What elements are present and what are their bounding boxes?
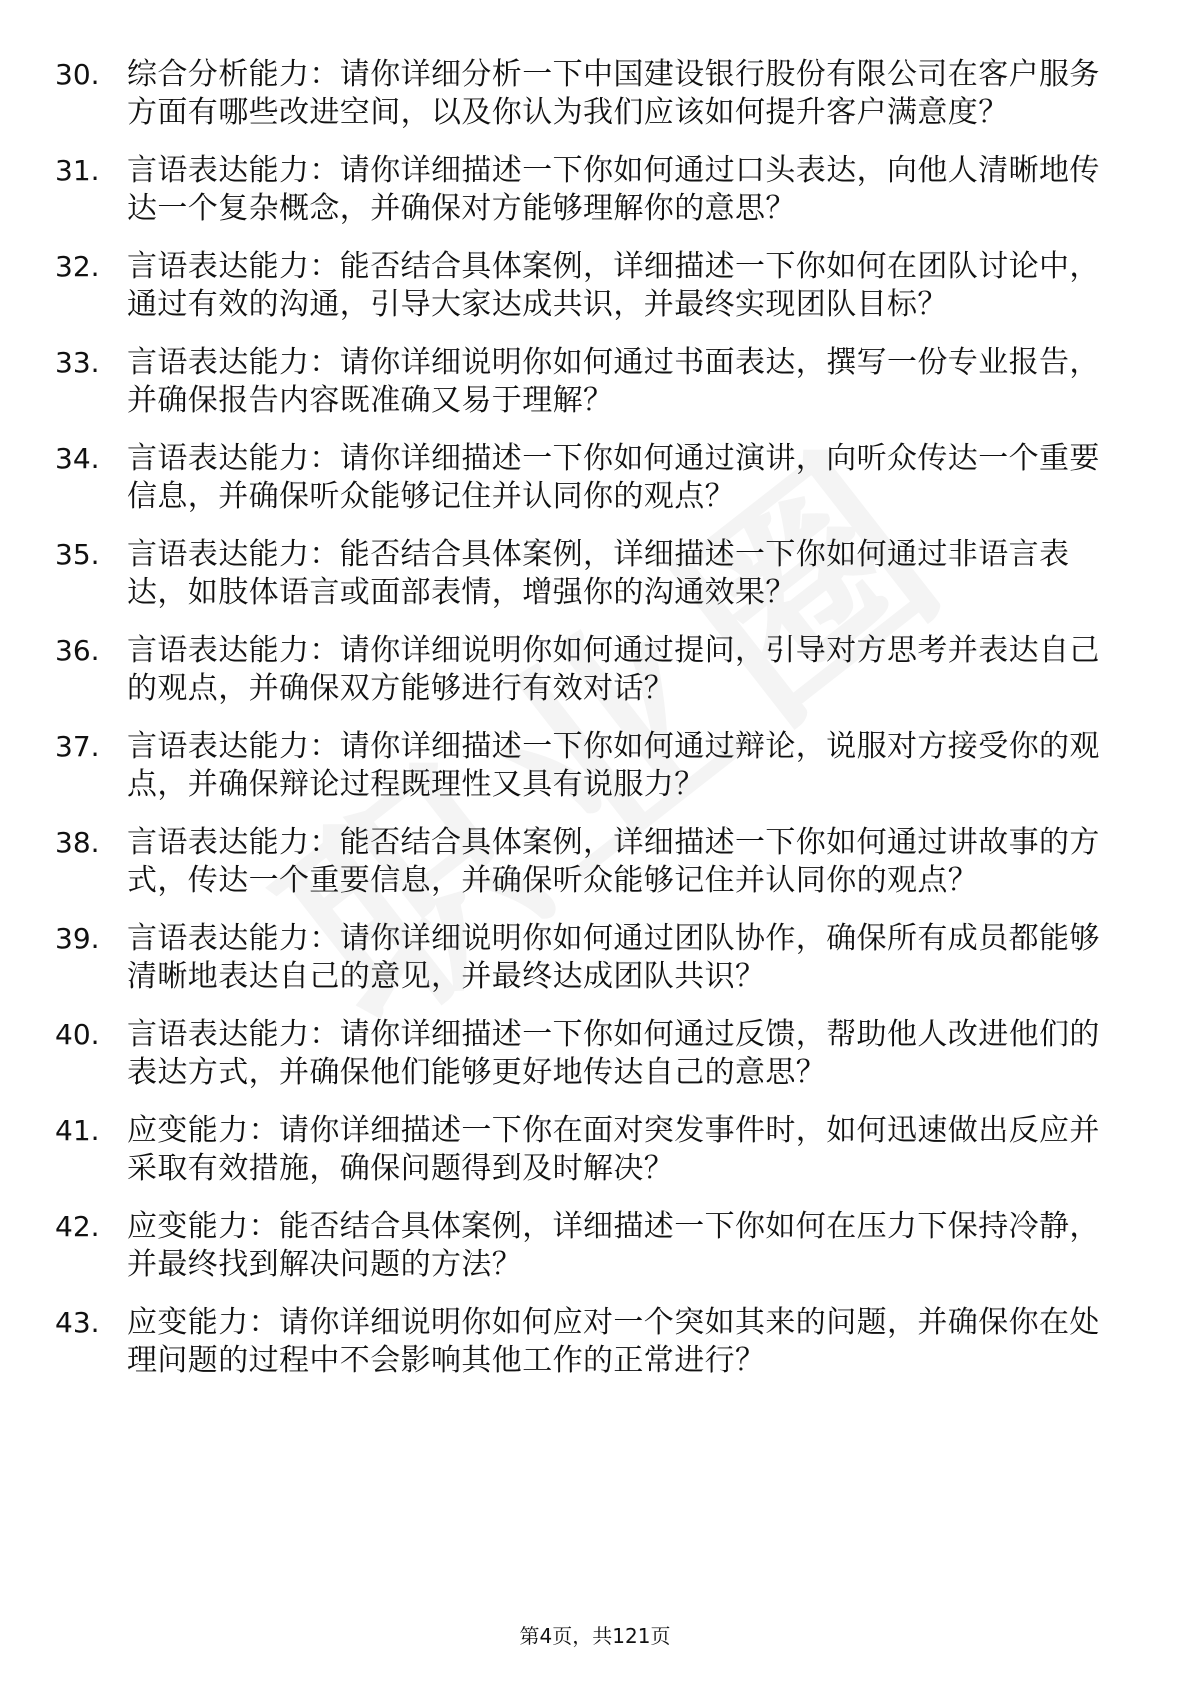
question-number: 42. (55, 1210, 100, 1243)
question-number: 38. (55, 826, 100, 859)
question-item (55, 248, 1115, 324)
question-item (55, 1112, 1115, 1188)
question-item (55, 728, 1115, 804)
question-number: 31. (55, 154, 100, 187)
question-list (55, 56, 1115, 1400)
page-footer (0, 1622, 1190, 1650)
question-item (55, 152, 1115, 228)
question-text: 言语表达能力：请你详细说明你如何通过书面表达，撰写一份专业报告，并确保报告内容既准确又易于理解？ (127, 345, 1100, 418)
question-text: 言语表达能力：能否结合具体案例，详细描述一下你如何通过讲故事的方式，传达一个重要信息，并确保听众能够记住并认同你的观点？ (127, 825, 1100, 898)
question-text: 应变能力：请你详细说明你如何应对一个突如其来的问题，并确保你在处理问题的过程中不会影响其他工作的正常进行？ (127, 1305, 1100, 1378)
question-number: 37. (55, 730, 100, 763)
question-text: 言语表达能力：请你详细描述一下你如何通过反馈，帮助他人改进他们的表达方式，并确保他们能够更好地传达自己的意思？ (127, 1017, 1100, 1090)
page-number-label: 第4页，共121页 (519, 1624, 671, 1648)
question-text: 应变能力：请你详细描述一下你在面对突发事件时，如何迅速做出反应并采取有效措施，确保问题得到及时解决？ (127, 1113, 1100, 1186)
question-number: 35. (55, 538, 100, 571)
question-number: 32. (55, 250, 100, 283)
question-number: 43. (55, 1306, 100, 1339)
question-text: 应变能力：能否结合具体案例，详细描述一下你如何在压力下保持冷静，并最终找到解决问题的方法？ (127, 1209, 1100, 1282)
question-item (55, 1208, 1115, 1284)
question-number: 39. (55, 922, 100, 955)
question-item (55, 440, 1115, 516)
question-text: 综合分析能力：请你详细分析一下中国建设银行股份有限公司在客户服务方面有哪些改进空间，以及你认为我们应该如何提升客户满意度？ (127, 57, 1100, 130)
question-text: 言语表达能力：请你详细描述一下你如何通过口头表达，向他人清晰地传达一个复杂概念，并确保对方能够理解你的意思？ (127, 153, 1100, 226)
question-item (55, 536, 1115, 612)
question-number: 30. (55, 58, 100, 91)
question-text: 言语表达能力：请你详细说明你如何通过团队协作，确保所有成员都能够清晰地表达自己的意见，并最终达成团队共识？ (127, 921, 1100, 994)
question-text: 言语表达能力：请你详细描述一下你如何通过演讲，向听众传达一个重要信息，并确保听众能够记住并认同你的观点？ (127, 441, 1100, 514)
question-number: 36. (55, 634, 100, 667)
question-item (55, 632, 1115, 708)
question-number: 41. (55, 1114, 100, 1147)
question-item (55, 920, 1115, 996)
question-number: 40. (55, 1018, 100, 1051)
question-text: 言语表达能力：能否结合具体案例，详细描述一下你如何通过非语言表达，如肢体语言或面部表情，增强你的沟通效果？ (127, 537, 1070, 610)
question-item (55, 344, 1115, 420)
question-text: 言语表达能力：请你详细说明你如何通过提问，引导对方思考并表达自己的观点，并确保双方能够进行有效对话？ (127, 633, 1100, 706)
question-number: 34. (55, 442, 100, 475)
question-text: 言语表达能力：能否结合具体案例，详细描述一下你如何在团队讨论中，通过有效的沟通，引导大家达成共识，并最终实现团队目标？ (127, 249, 1100, 322)
question-item (55, 824, 1115, 900)
question-text: 言语表达能力：请你详细描述一下你如何通过辩论，说服对方接受你的观点，并确保辩论过程既理性又具有说服力？ (127, 729, 1100, 802)
question-item (55, 1016, 1115, 1092)
question-item (55, 56, 1115, 132)
question-number: 33. (55, 346, 100, 379)
question-item (55, 1304, 1115, 1380)
